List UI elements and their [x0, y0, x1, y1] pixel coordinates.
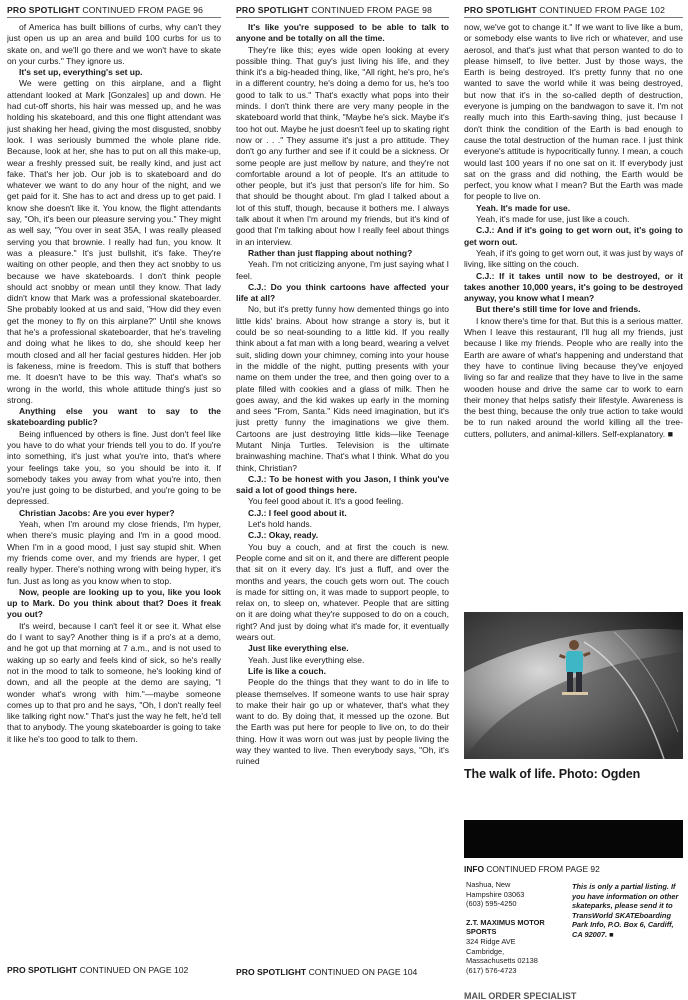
- column-2-footer: [236, 966, 449, 979]
- interview-paragraph: You feel good about it. It's a good feeling.: [248, 496, 404, 507]
- interview-paragraph: It's weird, because I can't feel it or see it. What else do I want to say? Another thing is if a pro's at a demo, and he got up that morning at 7 a.m., and is not used to waking up so early and feels kind of sick, so he's really not in the mood to talk to someone, he's looking kind of down, and all the people at the demo are saying, "I wonder what's wrong with him."—maybe someone comes up to that pro and he says, "Oh, I don't really feel like talking right now." That's just the way he felt, he'd tell that to anybody. The young skateboarder is going to take it like he's too good to talk to them.: [7, 620, 221, 744]
- interview-paragraph: Yeah. Just like everything else.: [248, 654, 365, 665]
- interview-paragraph: Yeah, if it's going to get worn out, it was just by ways of living, like sitting on the couch.: [464, 247, 683, 270]
- address-line: Cambridge,: [466, 946, 505, 956]
- footer-section: PRO SPOTLIGHT: [7, 965, 78, 975]
- interview-question: Christian Jacobs: Are you ever hyper?: [19, 507, 175, 518]
- interview-question: Yeah. It's made for use.: [476, 202, 571, 213]
- interview-question: Anything else you want to say to the skateboarding public?: [7, 406, 221, 428]
- interview-paragraph: Yeah, when I'm around my close friends, I'm hyper, when there's music playing and I'm in a good mood. When I'm in a good mood, I just say stupid shit. When my friends come over, and my friends are hyper, I get really hyper. There's nothing wrong with being hyper, it's fun. Just as long as you know when to stop.: [7, 519, 221, 586]
- interview-question: Life is like a couch.: [248, 665, 326, 676]
- header-rule: [236, 17, 449, 18]
- interview-question: C.J.: I feel good about it.: [248, 507, 347, 518]
- interview-question: C.J.: Okay, ready.: [248, 530, 319, 541]
- footer-continued: CONTINUED ON PAGE 104: [308, 967, 418, 977]
- interview-paragraph: Let's hold hands.: [248, 519, 313, 530]
- column-3-text: [464, 22, 683, 440]
- column-1-text: [7, 22, 221, 745]
- header-section: PRO SPOTLIGHT: [464, 5, 537, 15]
- header-continued: CONTINUED FROM PAGE 102: [539, 5, 666, 15]
- header-section: PRO SPOTLIGHT: [7, 5, 80, 15]
- interview-paragraph: now, we've got to change it." If we want to live like a bum, or somebody else wants to live rich or whatever, and use aerosol, and that's just what that person wanted to do to please himself, to live better. Just by those ways, the Earth is being destroyed. It's pretty funny that no one wanted to save the world while it was being destroyed, but now that it's in the so-called depth of destruction, everyone is jumping on the bandwagon to save it. I'm not really much into this Earth-saving thing, just because I don't think the condition of the Earth is bad enough to cause the total destruction of the human race. I just think everyone's attitude is hypocritically funny. I mean, a couch would last 100 years if no one sat on it. If everybody just sat on the grass and did nothing, the Earth would be perfect, you know what I mean? But the Earth was made for people to live on.: [464, 22, 683, 202]
- info-label: INFO: [464, 864, 485, 874]
- interview-question: It's set up, everything's set up.: [19, 67, 143, 78]
- skate-photo: [464, 612, 683, 759]
- interview-paragraph: We were getting on this airplane, and a flight attendant looked at Mark [Gonzales] up and down. He had cut-off shorts, his hair was messed up, and he was holding his skateboard, and this one flight attendant was just shaking her head, giving the most disgusted, snobby look. I was seriously bummed the whole plane ride. Because, look at her, she has to put on all this make-up, wear a freshly pressed suit, be really kind, and just act fake. That's her job. Our job is to skateboard and do whatever we want to do any hour of the night, and we get paid for it. She has to act and dress up to get paid. I know she doesn't like it. You know, the flight attendants say, "Oh, it's been our pleasure serving you." They might as well say, "You over in seat 35A, I was really pleased serving you that brownie. I really had fun, you know. It was a pleasure." It's just bullshit, it's fake. They're waiting on other people, and then they act snobby to us because we have skateboards. I don't think people should act snobby or mean until they know. That lady didn't know that Mark was a professional skateboarder. She probably looked at us and said, "How did they even get the money to fly on this airplane?" Until she knows that he's a professional skateboarder, that he's traveling and doing what he likes to do, she should keep her mouth closed and all her facial gestures hidden. Her job is fakeness, mine is freedom. This is stuff that bothers me. It doesn't have to be this way. That's what's so wrong in the world, this whole attitude thing's just so strong.: [7, 78, 221, 405]
- footer-continued: CONTINUED ON PAGE 102: [79, 965, 189, 975]
- interview-question: But there's still time for love and friends.: [476, 304, 641, 315]
- interview-paragraph: No, but it's pretty funny how demented things go into little kids' brains. About how strange a story is, but it could be so neat-sounding to a little kid. If you really think about a fat man with a long beard, wearing a velvet suit, sliding down your chimney, coming into your house in the middle of the night, putting presents with your name on them under the tree, and then going over to a plate filled with cookies and a glass of milk. Then he goes away, and the kid wakes up early in the morning and sees "From, Santa." Kids need imagination, but it's just pretty funny the imaginations we give them. Cartoons are just destroying little kids—like Teenage Mutant Ninja Turtles. Television is the ultimate brainwashing machine. That's what I think. What do you think, Christian?: [236, 304, 449, 473]
- interview-question: It's like you're supposed to be able to talk to anyone and be totally on all the time.: [236, 22, 449, 44]
- skatepark-listing: [466, 880, 566, 975]
- header-continued: CONTINUED FROM PAGE 98: [311, 5, 433, 15]
- cut-off-fragment: MAIL ORDER SPECIALIST: [464, 992, 577, 1000]
- address-line: (617) 576-4723: [466, 965, 517, 975]
- interview-question: C.J.: And if it's going to get worn out, it's going to get worn out.: [464, 225, 683, 247]
- header-section: PRO SPOTLIGHT: [236, 5, 309, 15]
- interview-paragraph: I know there's time for that. But this is a serious matter. When I leave this restaurant, I'll hug all my friends, just because I like my friends. People who are really into the Earth are aware of what's happening and understand that they have to continue living because they've enjoyed living so far and realize that they have to live in the same wooden house and drive the same car to work to earn their money that helps satisfy their lifestyle. Awareness is the best thing, because the only true action to take would be to run naked around the world killing all the tree-cutters, polluters, and animal-killers. Self-explanatory. ■: [464, 316, 683, 440]
- column-1-footer: [7, 964, 221, 977]
- header-continued: CONTINUED FROM PAGE 96: [82, 5, 204, 15]
- interview-question: Rather than just flapping about nothing?: [248, 247, 413, 258]
- interview-paragraph: They're like this; eyes wide open looking at every possible thing. That guy's just living his life, and they think it's a big-headed thing, like, "All right, he's pro, he's in a different country, he's doing a demo for us, he's too good to talk to us." That's exactly what pops into their minds. I don't think there are very many people in the skateboard world that think, "Maybe he's sick. Maybe it's too hot out. Maybe he just doesn't feel up to skating right now or . . ." They assume it's just a pro attitude. They don't go any further and see if it could be a sickness. Or some people are just mellow by nature, and they're not comfortable around a lot of people. It's an attitude to other people, but it's just that person's life for him. So that should be thought about. I'm glad I talked about a lot of this stuff, though, because it bothers me. I always talk about it when I'm around my friends, but it's kind of good that I'm talking about how I really feel about things in an interview.: [236, 44, 449, 247]
- column-2: [236, 4, 449, 979]
- interview-paragraph: You buy a couch, and at first the couch is new. People come and sit on it, and there are different people that sit on it every day. It's just a fluff, and over the months and years, the couch gets worn out. The couch is made for sitting on, it was made to support people, to relax on, to sleep on, whatever. People that are sitting on it are doing what they're supposed to do on a couch, right? And just by doing what it's made for, it eventually wears out.: [236, 541, 449, 643]
- address-line: Massachusetts 02138: [466, 956, 538, 966]
- interview-paragraph: of America has built billions of curbs, why can't they just open us up an area and build 100 curbs for us to skate on, and we'll go there and we won't have to skate on your curbs." They ignore us.: [7, 22, 221, 66]
- interview-paragraph: People do the things that they want to do in life to please themselves. If someone wants to use hair spray to make their hair go up or whatever, that's what they want to do. By doing that, it messed up the ozone. But the Earth was put here for people to live on, to do their thing. How it was worn out was just by people living the way they wanted to live. Then everybody says, "Oh, it's ruined: [236, 677, 449, 767]
- interview-paragraph: Yeah, it's made for use, just like a couch.: [476, 214, 630, 225]
- footer-section: PRO SPOTLIGHT: [236, 967, 307, 977]
- skater-in-pipe-image: [464, 612, 683, 759]
- column-3-header: [464, 4, 683, 17]
- address-line: 324 Ridge AVE: [466, 936, 516, 946]
- header-rule: [7, 17, 221, 18]
- listing-line: (603) 595-4250: [466, 899, 517, 909]
- column-3: [464, 4, 683, 954]
- column-2-header: [236, 4, 449, 17]
- photo-caption: The walk of life. Photo: Ogden: [464, 767, 641, 781]
- interview-question: C.J.: If it takes until now to be destroyed, or it takes another 10,000 years, it's going to be destroyed anyway, you know what I mean?: [464, 270, 683, 304]
- interview-paragraph: Being influenced by others is fine. Just don't feel like you have to do what your friends tell you to do. If you're into something, it's just what you're into, that's where your feelings take you, so you should be into it. If somebody takes you away from what you're into, then you're just going to be disturbed, and you're going to be depressed.: [7, 428, 221, 507]
- interview-paragraph: Yeah. I'm not criticizing anyone, I'm just saying what I feel.: [236, 259, 449, 281]
- header-rule: [464, 17, 683, 18]
- info-header: [464, 864, 683, 874]
- interview-question: Just like everything else.: [248, 643, 349, 654]
- interview-question: C.J.: To be honest with you Jason, I think you've said a lot of good things here.: [236, 473, 449, 496]
- shop-name-line-2: SPORTS: [466, 927, 497, 937]
- listing-line: Nashua, New: [466, 880, 511, 889]
- listing-line: Hampshire 03063: [466, 889, 525, 899]
- black-box: [464, 820, 683, 858]
- interview-question: Now, people are looking up to you, like you look up to Mark. Do you think about that? Does it freak you out?: [7, 586, 221, 620]
- info-continued: CONTINUED FROM PAGE 92: [486, 864, 600, 874]
- shop-name: Z.T. MAXIMUS MOTOR: [466, 917, 545, 927]
- interview-question: C.J.: Do you think cartoons have affected your life at all?: [236, 281, 449, 304]
- column-1: [7, 4, 221, 977]
- column-1-header: [7, 4, 221, 17]
- info-note-text: This is only a partial listing. If you have information on other skateparks, please send it to TransWorld SKATEboarding Park Info, P.O. Box 6, Cardiff, CA 92007. ■: [572, 882, 678, 939]
- column-2-text: [236, 22, 449, 768]
- info-note: [572, 882, 682, 940]
